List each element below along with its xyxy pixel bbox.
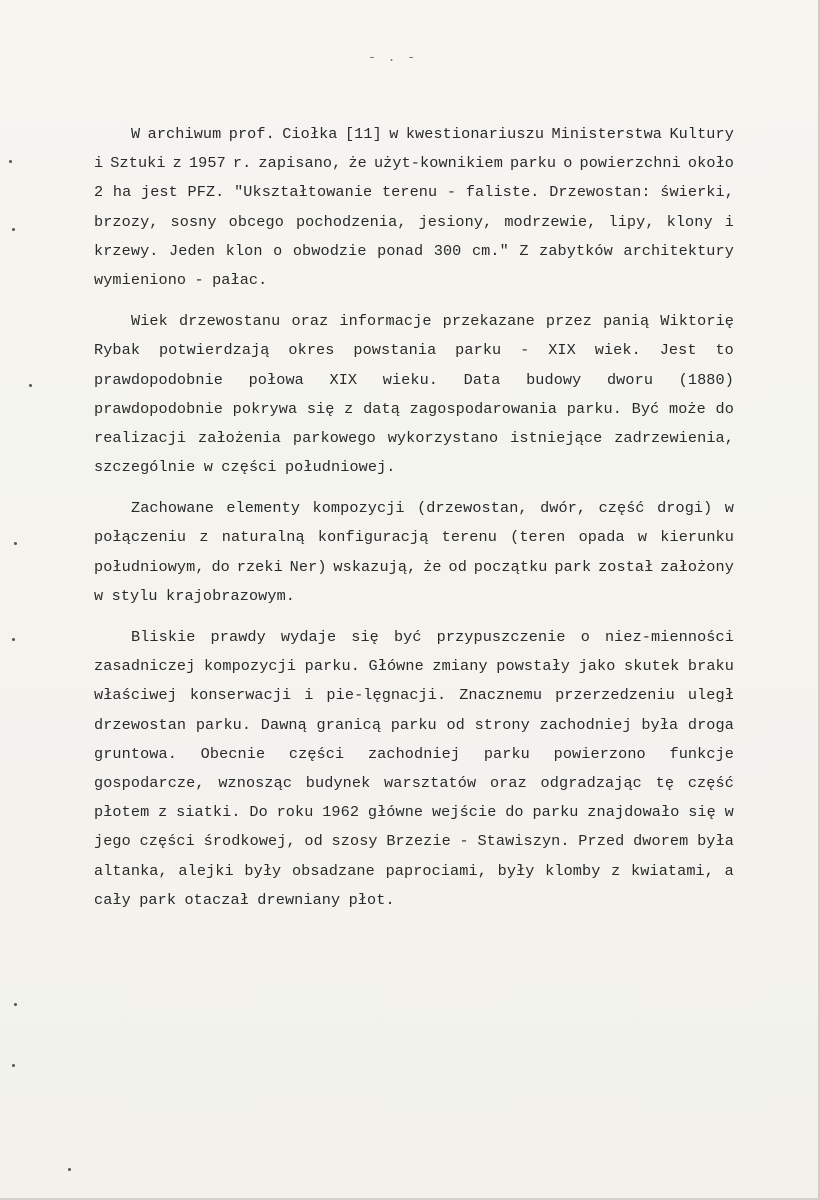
text-line: krzewy. Jeden klon o obwodzie ponad 300 cm." Z zabytków architektury	[94, 241, 734, 260]
text-line: cały park otaczał drewniany płot.	[94, 890, 395, 909]
scan-speck	[14, 1003, 17, 1006]
header-mark: - . -	[368, 50, 418, 65]
text-line: Zachowane elementy kompozycji (drzewostan, dwór, część drogi) w	[131, 499, 734, 518]
text-line: wymieniono - pałac.	[94, 270, 268, 289]
scan-speck	[12, 1064, 15, 1067]
text-line: gruntowa. Obecnie części zachodniej parku powierzono funkcje	[94, 744, 734, 763]
paragraph-gap	[94, 295, 734, 307]
text-line: właściwej konserwacji i pie-lęgnacji. Znacznemu przerzedzeniu uległ	[94, 686, 734, 705]
text-line: Rybak potwierdzają okres powstania parku - XIX wiek. Jest to	[94, 341, 734, 360]
scan-speck	[9, 160, 12, 163]
text-line: jego części środkowej, od szosy Brzezie - Stawiszyn. Przed dworem była	[94, 832, 734, 851]
text-line: i Sztuki z 1957 r. zapisano, że użyt-kownikiem parku o powierzchni około	[94, 154, 734, 173]
body-text	[94, 120, 734, 915]
scan-speck	[12, 638, 15, 641]
text-line: południowym, do rzeki Ner) wskazują, że od początku park został założony	[94, 557, 734, 576]
text-line: Wiek drzewostanu oraz informacje przekazane przez panią Wiktorię	[131, 312, 734, 331]
text-line: altanka, alejki były obsadzane paprociami, były klomby z kwiatami, a	[94, 861, 734, 880]
paragraph-gap	[94, 482, 734, 494]
scan-speck	[29, 384, 32, 387]
paragraph-gap	[94, 611, 734, 623]
text-line: płotem z siatki. Do roku 1962 główne wejście do parku znajdowało się w	[94, 803, 734, 822]
text-line: prawdopodobnie połowa XIX wieku. Data budowy dworu (1880)	[94, 370, 734, 389]
text-line: drzewostan parku. Dawną granicą parku od strony zachodniej była droga	[94, 715, 734, 734]
text-line: Bliskie prawdy wydaje się być przypuszczenie o niez-mienności	[131, 628, 734, 646]
scan-speck	[12, 228, 15, 231]
text-line: zasadniczej kompozycji parku. Główne zmiany powstały jako skutek braku	[94, 657, 734, 676]
scan-speck	[68, 1168, 71, 1171]
text-line: brzozy, sosny obcego pochodzenia, jesiony, modrzewie, lipy, klony i	[94, 212, 734, 231]
text-line: gospodarcze, wznosząc budynek warsztatów oraz odgradzając tę część	[94, 773, 734, 792]
text-line: prawdopodobnie pokrywa się z datą zagospodarowania parku. Być może do	[94, 399, 734, 418]
text-line: połączeniu z naturalną konfiguracją terenu (teren opada w kierunku	[94, 528, 734, 547]
text-line: szczególnie w części południowej.	[94, 458, 396, 477]
text-line: 2 ha jest PFZ. "Ukształtowanie terenu - faliste. Drzewostan: świerki,	[94, 183, 734, 202]
text-line: W archiwum prof. Ciołka [11] w kwestionariuszu Ministerstwa Kultury	[131, 125, 734, 143]
scan-speck	[14, 542, 17, 545]
text-line: realizacji założenia parkowego wykorzystano istniejące zadrzewienia,	[94, 428, 734, 447]
text-line: w stylu krajobrazowym.	[94, 586, 296, 605]
